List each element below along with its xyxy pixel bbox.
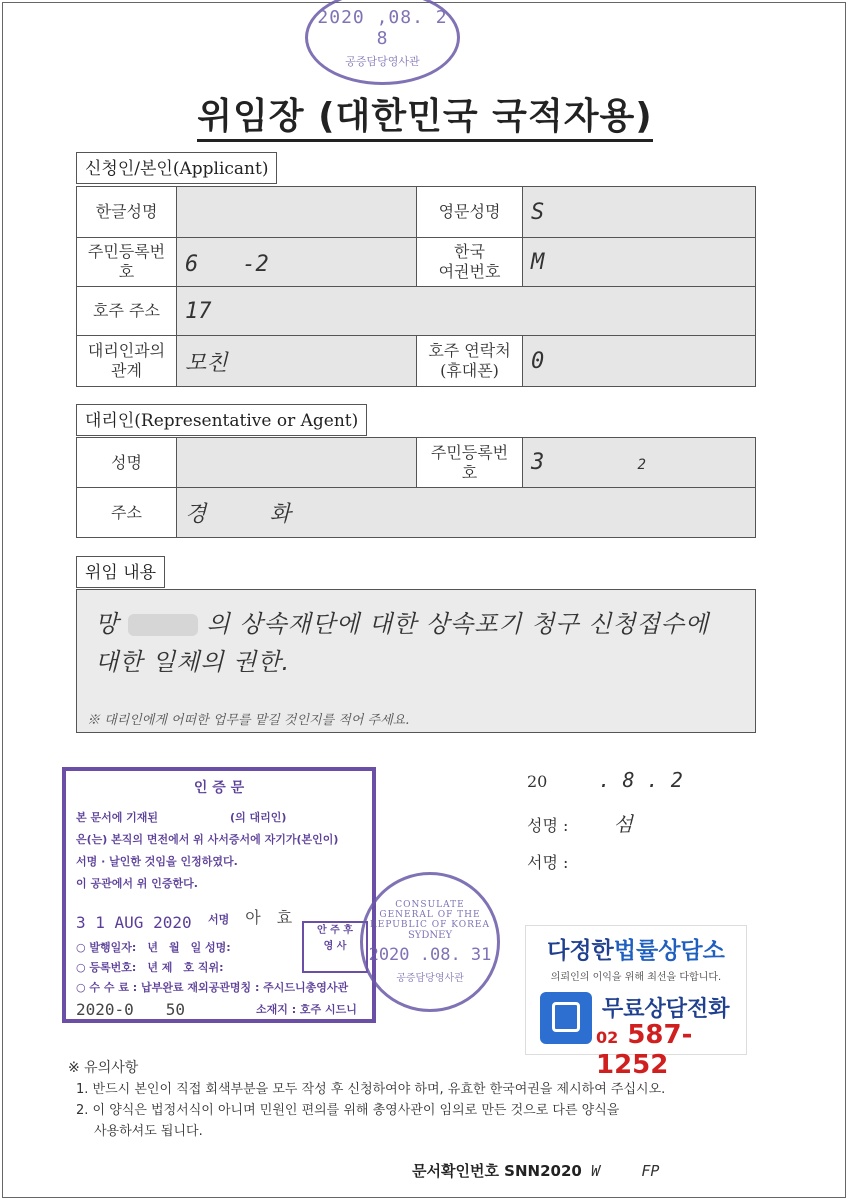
ad-title: 다정한법률상담소 [547, 938, 725, 964]
agent-table [76, 437, 756, 538]
date-year: 20 [527, 772, 548, 791]
relation-field[interactable]: 모친 [177, 336, 417, 387]
certificate-sign: 서명 아 효 [208, 908, 293, 927]
english-name-label: 영문성명 [417, 187, 523, 238]
consul-seal-line-1: 안 주 후 [317, 925, 353, 936]
certificate-title: 인 증 문 [193, 780, 245, 796]
round-seal-text: 공증담당영사관 [396, 973, 464, 984]
legal-consult-ad[interactable] [525, 925, 747, 1080]
phone-icon [540, 992, 592, 1044]
signature-label: 서명 : [527, 853, 569, 872]
agent-address-part-a: 경 [185, 502, 207, 527]
agent-name-label: 성명 [77, 438, 177, 488]
resident-no-field[interactable]: 6 -2 [177, 238, 417, 287]
page-title: 위임장 (대한민국 국적자용) [0, 88, 850, 139]
signer-name-field[interactable]: 섬 [613, 812, 633, 836]
notes-section [68, 1058, 665, 1142]
relation-label: 대리인과의 관계 [77, 336, 177, 387]
notes-item-2: 2. 이 양식은 법정서식이 아니며 민원인 편의를 위해 총영사관이 임의로 만든 것으로 다른 양식을 [76, 1103, 620, 1118]
document-number-label: 문서확인번호 SNN2020 [412, 1162, 582, 1180]
agent-address-field[interactable] [177, 488, 756, 538]
consulate-round-seal [360, 872, 500, 1012]
agent-name-field[interactable] [177, 438, 417, 488]
round-seal-city: SYDNEY [407, 930, 453, 941]
round-seal-arc: CONSULATE GENERAL OF THE REPUBLIC OF KOREA [370, 900, 490, 930]
agent-resident-no-value: 3 [531, 450, 545, 475]
contact-label: 호주 연락처 (휴대폰) [417, 336, 523, 387]
notarization-stamp [62, 767, 376, 1023]
date-line [527, 768, 683, 792]
delegation-content-field[interactable] [76, 589, 756, 733]
seal-text: 공증담당영사관 [345, 54, 420, 68]
consul-seal-box [302, 921, 368, 973]
consul-seal-line-2: 영 사 [323, 941, 347, 952]
passport-label: 한국 여권번호 [417, 238, 523, 287]
agent-resident-no-field[interactable] [523, 438, 756, 488]
signature-line [527, 850, 568, 873]
agent-section-label: 대리인(Representative or Agent) [76, 404, 367, 436]
certificate-line-2: 은(는) 본직의 면전에서 위 사서증서에 자기가(본인이) [76, 833, 339, 846]
document-number-part-b: FP [641, 1162, 660, 1180]
notes-item-1: 1. 반드시 본인이 직접 회색부분을 모두 작성 후 신청하여야 하며, 유효한 한국여권을 제시하여 주십시오. [76, 1082, 666, 1097]
delegation-note: ※ 대리인에게 어떠한 업무를 맡길 것인지를 적어 주세요. [87, 713, 410, 728]
agent-address-label: 주소 [77, 488, 177, 538]
certificate-number: 2020-0 50 [76, 1000, 186, 1019]
contact-field[interactable]: 0 [523, 336, 756, 387]
certificate-location: 소재지 : 호주 시드니 [256, 1003, 357, 1016]
round-seal-date: 2020 .08. 31 [368, 945, 492, 965]
delegation-line-1-start: 망 [95, 610, 120, 638]
signer-name-label: 성명 : [527, 816, 569, 835]
signer-name-line [527, 808, 633, 837]
ad-cta: 무료상담전화 [602, 997, 730, 1022]
applicant-section-label: 신청인/본인(Applicant) [76, 152, 277, 184]
ad-subtitle: 의뢰인의 이익을 위해 최선을 다합니다. [550, 972, 722, 983]
certificate-line-4: 이 공관에서 위 인증한다. [76, 877, 198, 890]
resident-no-label: 주민등록번호 [77, 238, 177, 287]
agent-resident-no-suffix: 2 [637, 457, 646, 473]
delegation-line-1 [95, 604, 709, 639]
date-month-day[interactable]: . 8 . 2 [598, 768, 683, 792]
ad-phone: 02 587-1252 [596, 1020, 693, 1080]
certificate-fee: ○ 수 수 료 : 납부완료 재외공관명칭 : 주시드니총영사관 [76, 981, 349, 994]
certificate-issue: ○ 발행일자: 년 월 일 성명: [76, 941, 231, 954]
delegation-line-2: 대한 일체의 권한. [95, 648, 291, 676]
document-number [412, 1160, 659, 1181]
notes-item-2-cont: 사용하셔도 됩니다. [94, 1124, 203, 1139]
redacted-name [128, 614, 198, 636]
certificate-line-1: 본 문서에 기재된 (의 대리인) [76, 811, 287, 824]
seal-date: 2020 ,08. 2 8 [317, 6, 448, 49]
applicant-table [76, 186, 756, 387]
agent-address-part-b: 화 [269, 502, 291, 527]
certificate-line-3: 서명 · 날인한 것임을 인정하였다. [76, 855, 238, 868]
korean-name-label: 한글성명 [77, 187, 177, 238]
delegation-section-label: 위임 내용 [76, 556, 165, 588]
document-number-part-a: W [591, 1162, 601, 1180]
delegation-line-1-rest: 의 상속재단에 대한 상속포기 청구 신청접수에 [206, 610, 710, 638]
address-label: 호주 주소 [77, 287, 177, 336]
certificate-register: ○ 등록번호: 년 제 호 직위: [76, 961, 224, 974]
korean-name-field[interactable] [177, 187, 417, 238]
notes-header: ※ 유의사항 [68, 1060, 139, 1076]
certificate-date-stamp: 3 1 AUG 2020 [76, 913, 192, 932]
english-name-field[interactable]: S [523, 187, 756, 238]
address-field[interactable]: 17 [177, 287, 756, 336]
agent-resident-no-label: 주민등록번호 [417, 438, 523, 488]
passport-field[interactable]: M [523, 238, 756, 287]
